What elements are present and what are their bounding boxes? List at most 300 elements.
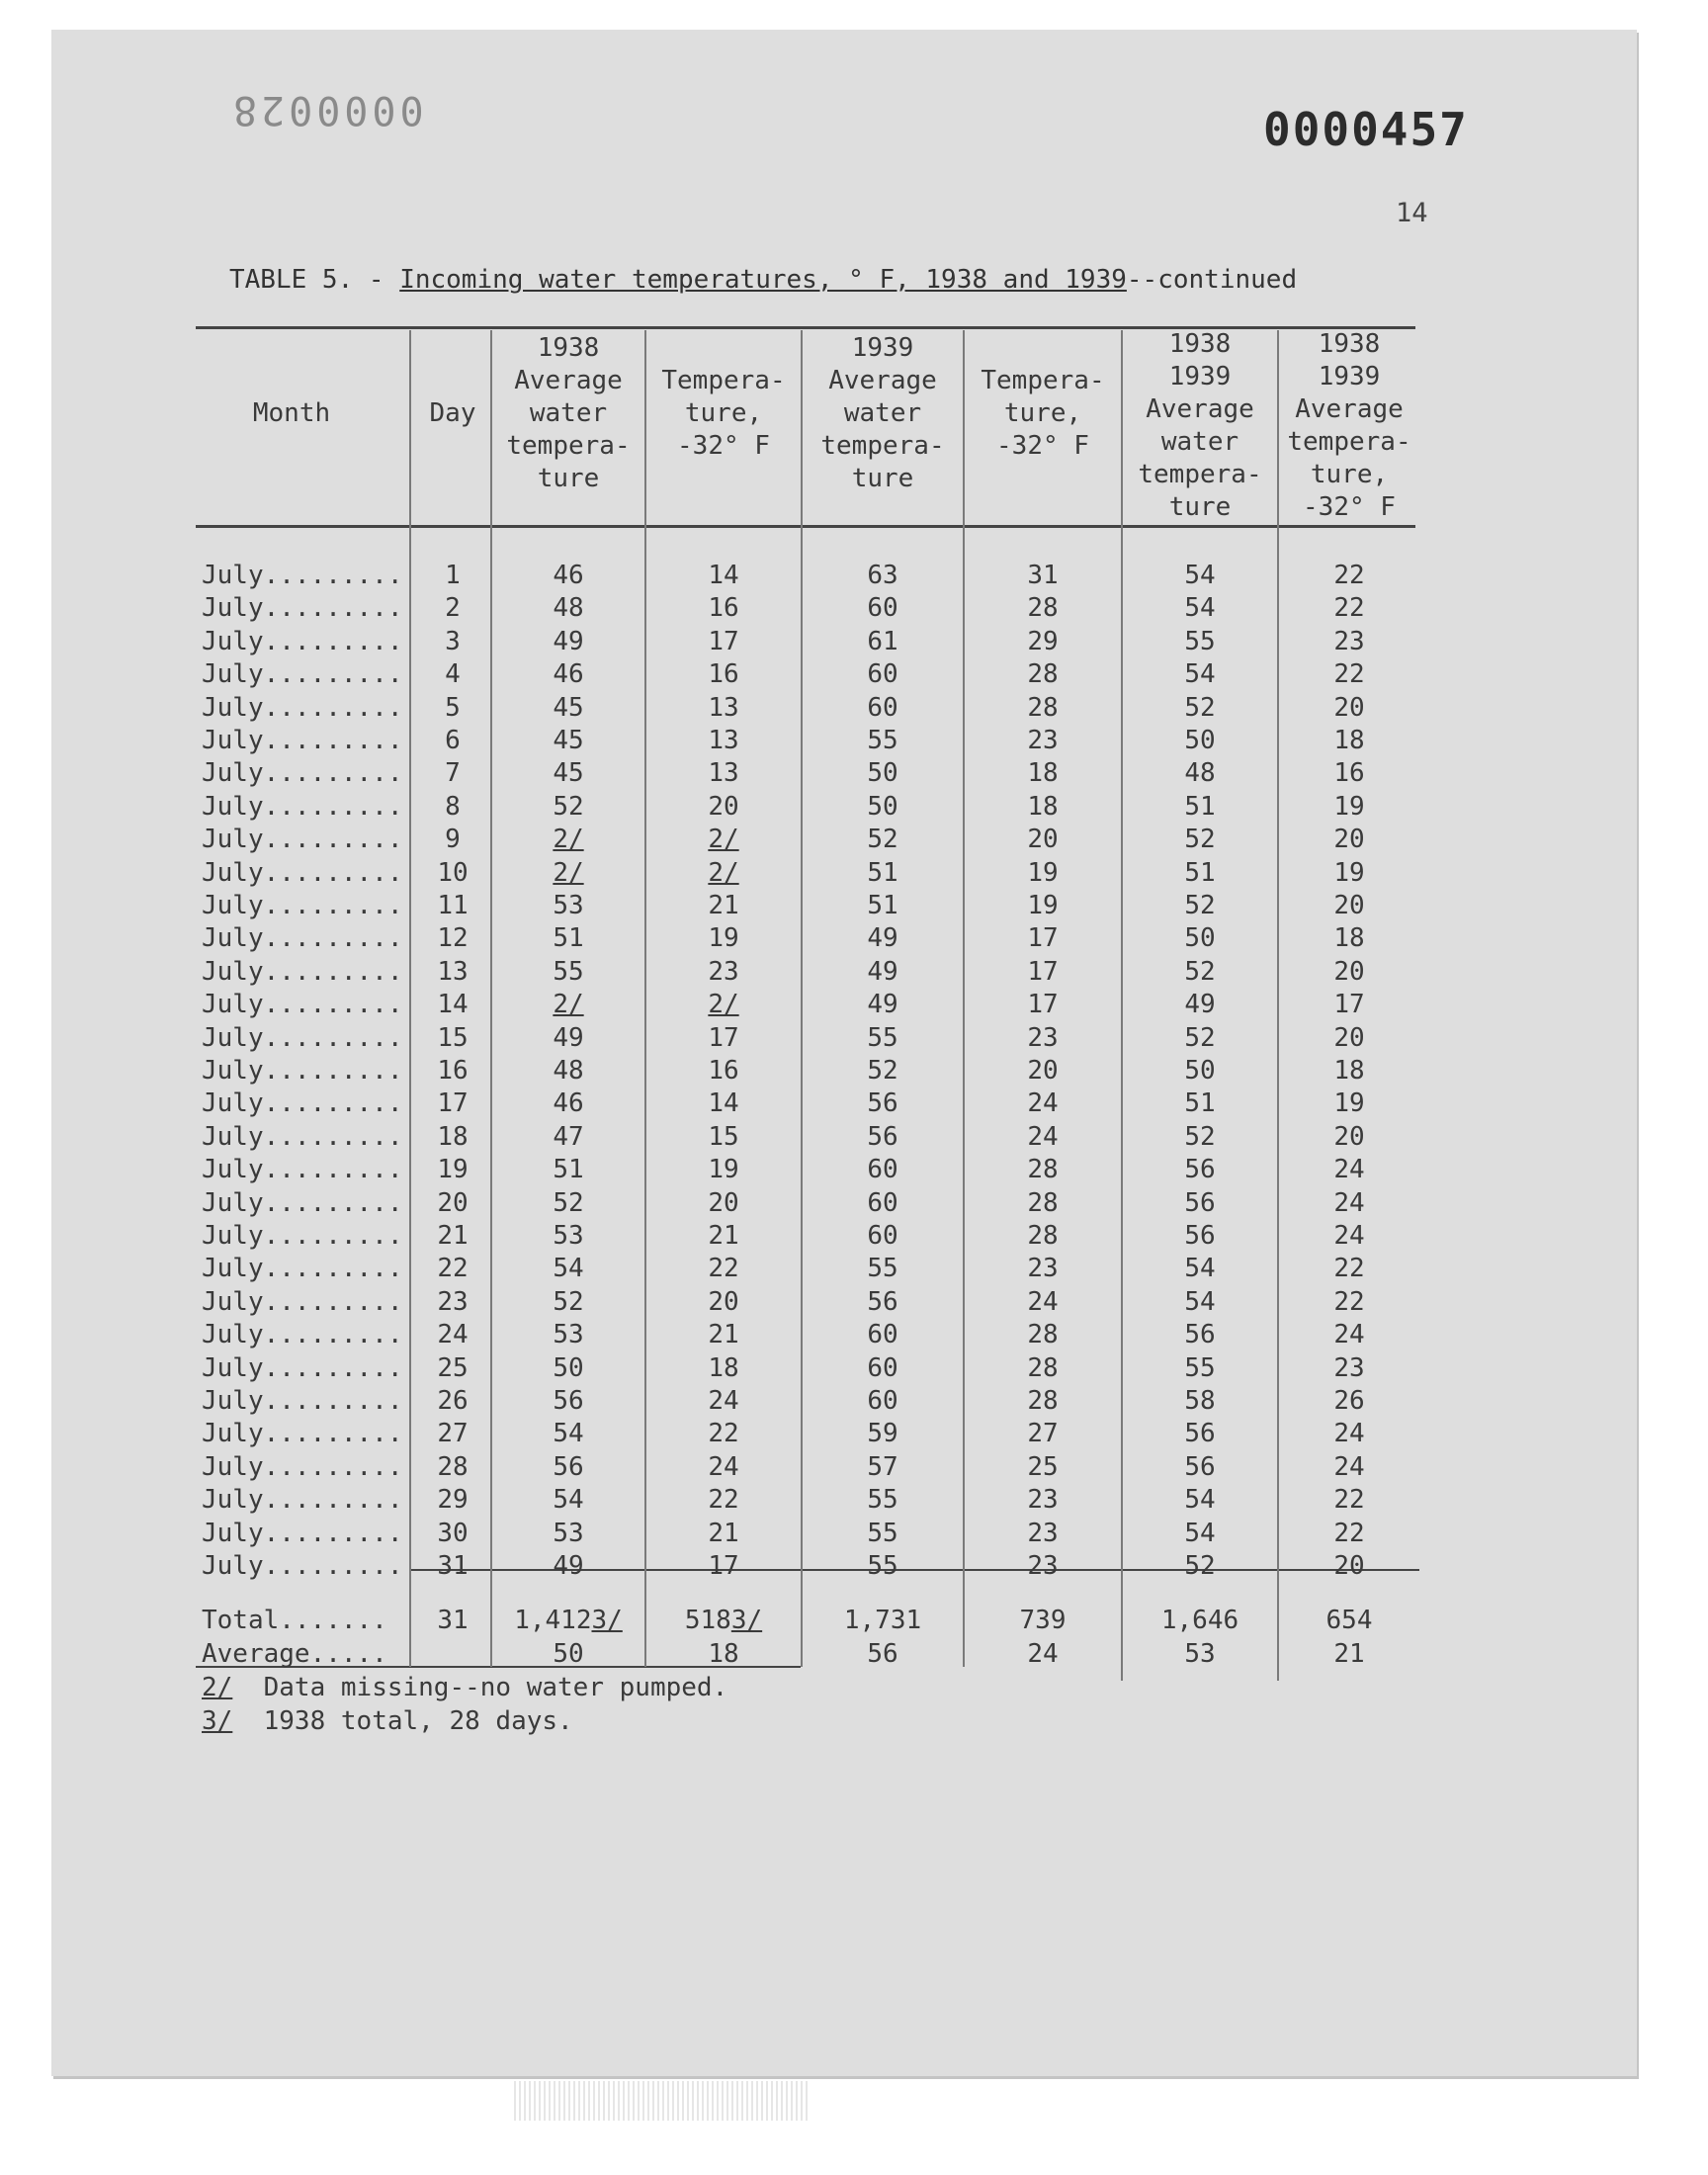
cell-avg-1939: 50 <box>867 758 898 788</box>
cell-month: July......... <box>202 659 403 689</box>
cell-avg-1939: 52 <box>867 825 898 854</box>
table-row <box>0 957 1708 990</box>
table-row <box>0 1155 1708 1187</box>
cell-month: July......... <box>202 1088 403 1118</box>
header-temp-both: 1938 1939 Average tempera- ture, -32° F <box>1287 329 1411 522</box>
cell-avg-1939: 59 <box>867 1419 898 1448</box>
cell-day: 20 <box>437 1188 469 1218</box>
cell-month: July......... <box>202 1155 403 1184</box>
cell-temp-both: 22 <box>1333 1519 1365 1548</box>
cell-avg-1939: 63 <box>867 561 898 590</box>
cell-avg-both: 56 <box>1184 1221 1216 1251</box>
cell-month: July......... <box>202 1221 403 1251</box>
cell-temp-1938: 14 <box>708 1088 739 1118</box>
title-suffix: --continued <box>1126 265 1298 295</box>
cell-avg-both: 54 <box>1184 593 1216 623</box>
table-row <box>0 1353 1708 1386</box>
cell-avg-1938: 53 <box>553 1519 584 1548</box>
cell-avg-1938: 47 <box>553 1122 584 1152</box>
cell-temp-both: 23 <box>1333 627 1365 656</box>
cell-avg-1939: 60 <box>867 693 898 723</box>
total-avg-both: 1,646 <box>1160 1606 1239 1635</box>
cell-month: July......... <box>202 1452 403 1482</box>
cell-avg-1938: 2/ <box>553 990 584 1019</box>
total-row <box>0 1606 1708 1638</box>
cell-day: 10 <box>437 858 469 888</box>
cell-temp-both: 22 <box>1333 561 1365 590</box>
total-avg-1938-value: 1,412 <box>514 1606 592 1635</box>
cell-day: 6 <box>445 726 461 755</box>
cell-temp-both: 23 <box>1333 1353 1365 1383</box>
cell-day: 27 <box>437 1419 469 1448</box>
total-label: Total....... <box>202 1606 387 1635</box>
cell-month: July......... <box>202 593 403 623</box>
cell-temp-1939: 23 <box>1027 1551 1059 1581</box>
cell-temp-1938: 13 <box>708 693 739 723</box>
cell-avg-1939: 56 <box>867 1122 898 1152</box>
cell-avg-1939: 55 <box>867 1485 898 1515</box>
cell-temp-1939: 24 <box>1027 1122 1059 1152</box>
cell-avg-1938: 52 <box>553 1287 584 1317</box>
header-temp-1938: Tempera- ture, -32° F <box>661 366 786 461</box>
table-row <box>0 1254 1708 1286</box>
cell-avg-1939: 55 <box>867 1519 898 1548</box>
cell-avg-both: 52 <box>1184 693 1216 723</box>
cell-avg-both: 52 <box>1184 1122 1216 1152</box>
total-avg-1938 <box>492 1606 644 1635</box>
cell-temp-1938: 17 <box>708 1023 739 1053</box>
cell-month: July......... <box>202 1386 403 1416</box>
footnote-mark: 2/ <box>202 1673 233 1702</box>
cell-avg-1939: 60 <box>867 1221 898 1251</box>
cell-temp-1938: 13 <box>708 726 739 755</box>
cell-avg-both: 52 <box>1184 1023 1216 1053</box>
total-temp-1938-note: 3/ <box>730 1606 763 1635</box>
cell-avg-1939: 55 <box>867 1023 898 1053</box>
cell-temp-both: 20 <box>1333 1023 1365 1053</box>
cell-temp-1938: 2/ <box>708 825 739 854</box>
cell-temp-both: 22 <box>1333 593 1365 623</box>
cell-avg-both: 52 <box>1184 1551 1216 1581</box>
cell-day: 19 <box>437 1155 469 1184</box>
cell-month: July......... <box>202 693 403 723</box>
cell-avg-both: 56 <box>1184 1155 1216 1184</box>
table-row <box>0 659 1708 692</box>
cell-temp-1939: 25 <box>1027 1452 1059 1482</box>
cell-avg-1938: 51 <box>553 923 584 953</box>
cell-temp-1938: 22 <box>708 1485 739 1515</box>
cell-temp-both: 24 <box>1333 1320 1365 1349</box>
cell-day: 8 <box>445 792 461 822</box>
cell-temp-both: 20 <box>1333 825 1365 854</box>
table-row <box>0 1088 1708 1121</box>
table-row <box>0 825 1708 857</box>
cell-avg-both: 54 <box>1184 1485 1216 1515</box>
cell-temp-1939: 23 <box>1027 726 1059 755</box>
cell-avg-both: 52 <box>1184 891 1216 920</box>
total-avg-1938-note: 3/ <box>591 1606 623 1635</box>
average-avg-both: 53 <box>1184 1639 1216 1669</box>
cell-temp-1939: 20 <box>1027 1056 1059 1086</box>
cell-temp-both: 18 <box>1333 726 1365 755</box>
scan-artifact <box>514 2081 811 2121</box>
cell-temp-1939: 17 <box>1027 923 1059 953</box>
cell-avg-both: 54 <box>1184 561 1216 590</box>
table-row <box>0 1221 1708 1254</box>
cell-temp-both: 16 <box>1333 758 1365 788</box>
cell-avg-1939: 55 <box>867 1254 898 1283</box>
cell-avg-1939: 60 <box>867 1155 898 1184</box>
cell-avg-both: 49 <box>1184 990 1216 1019</box>
cell-avg-1938: 54 <box>553 1419 584 1448</box>
footnote-mark: 3/ <box>202 1706 233 1736</box>
cell-avg-1939: 52 <box>867 1056 898 1086</box>
cell-avg-both: 56 <box>1184 1188 1216 1218</box>
average-temp-1938: 18 <box>708 1639 739 1669</box>
cell-avg-both: 51 <box>1184 858 1216 888</box>
cell-day: 25 <box>437 1353 469 1383</box>
average-avg-1939: 56 <box>867 1639 898 1669</box>
cell-avg-1939: 49 <box>867 990 898 1019</box>
cell-month: July......... <box>202 990 403 1019</box>
cell-temp-both: 20 <box>1333 1122 1365 1152</box>
cell-temp-1939: 23 <box>1027 1254 1059 1283</box>
cell-avg-1938: 56 <box>553 1386 584 1416</box>
cell-temp-1938: 24 <box>708 1386 739 1416</box>
cell-avg-1938: 46 <box>553 561 584 590</box>
stamp-number-right: 0000457 <box>1263 103 1469 156</box>
cell-avg-1939: 55 <box>867 1551 898 1581</box>
cell-month: July......... <box>202 627 403 656</box>
cell-avg-1938: 53 <box>553 1221 584 1251</box>
table-row <box>0 1122 1708 1155</box>
cell-month: July......... <box>202 1353 403 1383</box>
cell-temp-both: 22 <box>1333 1485 1365 1515</box>
cell-temp-1939: 28 <box>1027 1320 1059 1349</box>
cell-temp-1939: 23 <box>1027 1519 1059 1548</box>
cell-avg-1938: 55 <box>553 957 584 987</box>
cell-avg-both: 50 <box>1184 923 1216 953</box>
cell-day: 28 <box>437 1452 469 1482</box>
cell-temp-both: 22 <box>1333 659 1365 689</box>
cell-day: 3 <box>445 627 461 656</box>
footnote-missing <box>202 1673 727 1702</box>
cell-avg-1939: 60 <box>867 659 898 689</box>
cell-temp-1938: 20 <box>708 1287 739 1317</box>
total-avg-1939: 1,731 <box>843 1606 922 1635</box>
cell-avg-both: 56 <box>1184 1320 1216 1349</box>
cell-temp-1938: 21 <box>708 1221 739 1251</box>
cell-month: July......... <box>202 1419 403 1448</box>
table-row <box>0 1519 1708 1551</box>
cell-temp-1939: 23 <box>1027 1485 1059 1515</box>
cell-avg-both: 52 <box>1184 957 1216 987</box>
table-row <box>0 792 1708 825</box>
average-label: Average..... <box>202 1639 387 1669</box>
cell-temp-1938: 15 <box>708 1122 739 1152</box>
cell-month: July......... <box>202 1287 403 1317</box>
cell-day: 12 <box>437 923 469 953</box>
cell-avg-1938: 45 <box>553 758 584 788</box>
cell-month: July......... <box>202 858 403 888</box>
cell-temp-1938: 24 <box>708 1452 739 1482</box>
cell-avg-1938: 52 <box>553 792 584 822</box>
cell-temp-both: 20 <box>1333 1551 1365 1581</box>
cell-day: 17 <box>437 1088 469 1118</box>
cell-day: 11 <box>437 891 469 920</box>
average-row <box>0 1639 1708 1672</box>
cell-temp-1939: 28 <box>1027 693 1059 723</box>
cell-avg-both: 50 <box>1184 1056 1216 1086</box>
footnote-total <box>202 1706 573 1736</box>
cell-temp-both: 24 <box>1333 1155 1365 1184</box>
header-temp-1939: Tempera- ture, -32° F <box>981 366 1105 461</box>
cell-temp-both: 24 <box>1333 1221 1365 1251</box>
title-prefix: TABLE 5. - <box>229 265 400 295</box>
cell-day: 21 <box>437 1221 469 1251</box>
cell-temp-1938: 18 <box>708 1353 739 1383</box>
cell-avg-1939: 61 <box>867 627 898 656</box>
cell-avg-1939: 60 <box>867 1188 898 1218</box>
cell-temp-1938: 22 <box>708 1419 739 1448</box>
cell-temp-both: 20 <box>1333 693 1365 723</box>
cell-temp-both: 24 <box>1333 1452 1365 1482</box>
cell-avg-1938: 48 <box>553 593 584 623</box>
table-row <box>0 1419 1708 1451</box>
cell-avg-1939: 50 <box>867 792 898 822</box>
cell-avg-both: 56 <box>1184 1419 1216 1448</box>
cell-temp-both: 22 <box>1333 1287 1365 1317</box>
cell-temp-1938: 19 <box>708 923 739 953</box>
cell-temp-1939: 28 <box>1027 1221 1059 1251</box>
table-row <box>0 1188 1708 1221</box>
cell-temp-1939: 28 <box>1027 659 1059 689</box>
header-day: Day <box>429 398 476 428</box>
cell-month: July......... <box>202 726 403 755</box>
cell-day: 16 <box>437 1056 469 1086</box>
cell-day: 5 <box>445 693 461 723</box>
table-row <box>0 891 1708 923</box>
table-row <box>0 1452 1708 1485</box>
cell-temp-1939: 28 <box>1027 1353 1059 1383</box>
cell-day: 31 <box>437 1551 469 1581</box>
cell-month: July......... <box>202 825 403 854</box>
cell-temp-both: 24 <box>1333 1419 1365 1448</box>
table-row <box>0 1023 1708 1056</box>
cell-avg-1938: 46 <box>553 659 584 689</box>
cell-temp-1939: 24 <box>1027 1088 1059 1118</box>
cell-day: 13 <box>437 957 469 987</box>
cell-month: July......... <box>202 1519 403 1548</box>
cell-month: July......... <box>202 1551 403 1581</box>
cell-temp-1939: 28 <box>1027 593 1059 623</box>
cell-temp-both: 24 <box>1333 1188 1365 1218</box>
cell-temp-1938: 20 <box>708 792 739 822</box>
cell-day: 22 <box>437 1254 469 1283</box>
cell-day: 23 <box>437 1287 469 1317</box>
table-row <box>0 561 1708 593</box>
cell-avg-1939: 56 <box>867 1088 898 1118</box>
cell-avg-1938: 51 <box>553 1155 584 1184</box>
cell-month: July......... <box>202 1254 403 1283</box>
cell-avg-1938: 53 <box>553 891 584 920</box>
cell-month: July......... <box>202 1023 403 1053</box>
cell-temp-1939: 28 <box>1027 1386 1059 1416</box>
cell-temp-1939: 17 <box>1027 957 1059 987</box>
total-temp-1939: 739 <box>1019 1606 1067 1635</box>
cell-temp-1938: 17 <box>708 1551 739 1581</box>
cell-avg-1938: 2/ <box>553 825 584 854</box>
cell-month: July......... <box>202 1122 403 1152</box>
cell-temp-1939: 28 <box>1027 1188 1059 1218</box>
header-avg-1939: 1939 Average water tempera- ture <box>820 333 945 493</box>
table-row <box>0 726 1708 758</box>
cell-temp-both: 19 <box>1333 1088 1365 1118</box>
cell-avg-both: 54 <box>1184 1519 1216 1548</box>
cell-avg-both: 55 <box>1184 627 1216 656</box>
table-row <box>0 758 1708 791</box>
average-temp-1939: 24 <box>1027 1639 1059 1669</box>
cell-avg-1938: 50 <box>553 1353 584 1383</box>
cell-month: July......... <box>202 758 403 788</box>
cell-day: 4 <box>445 659 461 689</box>
cell-avg-1939: 51 <box>867 858 898 888</box>
cell-avg-1938: 56 <box>553 1452 584 1482</box>
cell-temp-1938: 17 <box>708 627 739 656</box>
page-number: 14 <box>1396 198 1428 228</box>
cell-avg-1938: 45 <box>553 693 584 723</box>
cell-month: July......... <box>202 792 403 822</box>
cell-avg-both: 54 <box>1184 1254 1216 1283</box>
cell-temp-1938: 16 <box>708 593 739 623</box>
average-avg-1938: 50 <box>553 1639 584 1669</box>
cell-day: 24 <box>437 1320 469 1349</box>
footnote-text: 1938 total, 28 days. <box>232 1706 573 1736</box>
cell-temp-both: 18 <box>1333 923 1365 953</box>
header-month: Month <box>252 398 331 428</box>
header-avg-1938: 1938 Average water tempera- ture <box>506 333 631 493</box>
cell-temp-1938: 16 <box>708 659 739 689</box>
cell-temp-1938: 21 <box>708 891 739 920</box>
cell-temp-both: 22 <box>1333 1254 1365 1283</box>
table-row <box>0 593 1708 626</box>
cell-temp-1939: 24 <box>1027 1287 1059 1317</box>
cell-temp-1939: 27 <box>1027 1419 1059 1448</box>
cell-temp-1939: 17 <box>1027 990 1059 1019</box>
cell-day: 30 <box>437 1519 469 1548</box>
cell-temp-1938: 16 <box>708 1056 739 1086</box>
table-row <box>0 1386 1708 1419</box>
title-underlined: Incoming water temperatures, ° F, 1938 and 1939 <box>399 265 1127 295</box>
cell-month: July......... <box>202 1485 403 1515</box>
cell-avg-both: 51 <box>1184 792 1216 822</box>
cell-avg-1938: 54 <box>553 1485 584 1515</box>
cell-avg-1939: 49 <box>867 957 898 987</box>
cell-day: 7 <box>445 758 461 788</box>
cell-day: 15 <box>437 1023 469 1053</box>
cell-temp-both: 18 <box>1333 1056 1365 1086</box>
cell-temp-both: 20 <box>1333 891 1365 920</box>
footnote-text: Data missing--no water pumped. <box>232 1673 728 1702</box>
cell-avg-1939: 60 <box>867 593 898 623</box>
cell-avg-both: 54 <box>1184 1287 1216 1317</box>
table-row <box>0 923 1708 956</box>
cell-temp-1938: 22 <box>708 1254 739 1283</box>
cell-avg-both: 48 <box>1184 758 1216 788</box>
cell-avg-both: 51 <box>1184 1088 1216 1118</box>
cell-day: 29 <box>437 1485 469 1515</box>
cell-avg-1938: 2/ <box>553 858 584 888</box>
cell-avg-both: 52 <box>1184 825 1216 854</box>
cell-avg-1939: 57 <box>867 1452 898 1482</box>
header-avg-both: 1938 1939 Average water tempera- ture <box>1138 329 1262 522</box>
cell-avg-1938: 46 <box>553 1088 584 1118</box>
cell-temp-1938: 21 <box>708 1519 739 1548</box>
cell-temp-1938: 13 <box>708 758 739 788</box>
cell-avg-1938: 52 <box>553 1188 584 1218</box>
cell-temp-1939: 18 <box>1027 758 1059 788</box>
cell-day: 14 <box>437 990 469 1019</box>
cell-temp-1938: 2/ <box>708 990 739 1019</box>
cell-temp-1938: 20 <box>708 1188 739 1218</box>
cell-temp-1939: 28 <box>1027 1155 1059 1184</box>
cell-month: July......... <box>202 891 403 920</box>
cell-temp-1939: 20 <box>1027 825 1059 854</box>
table-row <box>0 858 1708 891</box>
cell-avg-1938: 45 <box>553 726 584 755</box>
cell-avg-1938: 53 <box>553 1320 584 1349</box>
header-bottom-rule <box>196 525 1415 528</box>
cell-avg-1938: 49 <box>553 627 584 656</box>
table-row <box>0 1056 1708 1088</box>
table-title <box>229 265 1297 295</box>
stamp-number-left: 0000028 <box>229 87 424 132</box>
cell-temp-both: 19 <box>1333 858 1365 888</box>
cell-avg-1939: 51 <box>867 891 898 920</box>
table-row <box>0 693 1708 726</box>
table-row <box>0 627 1708 659</box>
cell-temp-1939: 18 <box>1027 792 1059 822</box>
cell-avg-1939: 56 <box>867 1287 898 1317</box>
cell-temp-1938: 14 <box>708 561 739 590</box>
cell-temp-1938: 2/ <box>708 858 739 888</box>
cell-temp-1938: 21 <box>708 1320 739 1349</box>
cell-temp-both: 17 <box>1333 990 1365 1019</box>
cell-temp-1939: 23 <box>1027 1023 1059 1053</box>
table-row <box>0 1485 1708 1518</box>
cell-temp-both: 19 <box>1333 792 1365 822</box>
total-temp-both: 654 <box>1325 1606 1373 1635</box>
cell-day: 18 <box>437 1122 469 1152</box>
cell-month: July......... <box>202 1320 403 1349</box>
total-temp-1938 <box>646 1606 801 1635</box>
cell-day: 2 <box>445 593 461 623</box>
cell-avg-1938: 48 <box>553 1056 584 1086</box>
cell-temp-1939: 19 <box>1027 891 1059 920</box>
cell-temp-1938: 19 <box>708 1155 739 1184</box>
cell-temp-1939: 19 <box>1027 858 1059 888</box>
cell-month: July......... <box>202 1188 403 1218</box>
cell-day: 26 <box>437 1386 469 1416</box>
cell-avg-1939: 60 <box>867 1386 898 1416</box>
cell-month: July......... <box>202 957 403 987</box>
cell-avg-1939: 60 <box>867 1353 898 1383</box>
cell-avg-both: 55 <box>1184 1353 1216 1383</box>
cell-avg-1938: 49 <box>553 1551 584 1581</box>
table-row <box>0 1320 1708 1352</box>
total-day: 31 <box>437 1606 469 1635</box>
cell-avg-both: 58 <box>1184 1386 1216 1416</box>
